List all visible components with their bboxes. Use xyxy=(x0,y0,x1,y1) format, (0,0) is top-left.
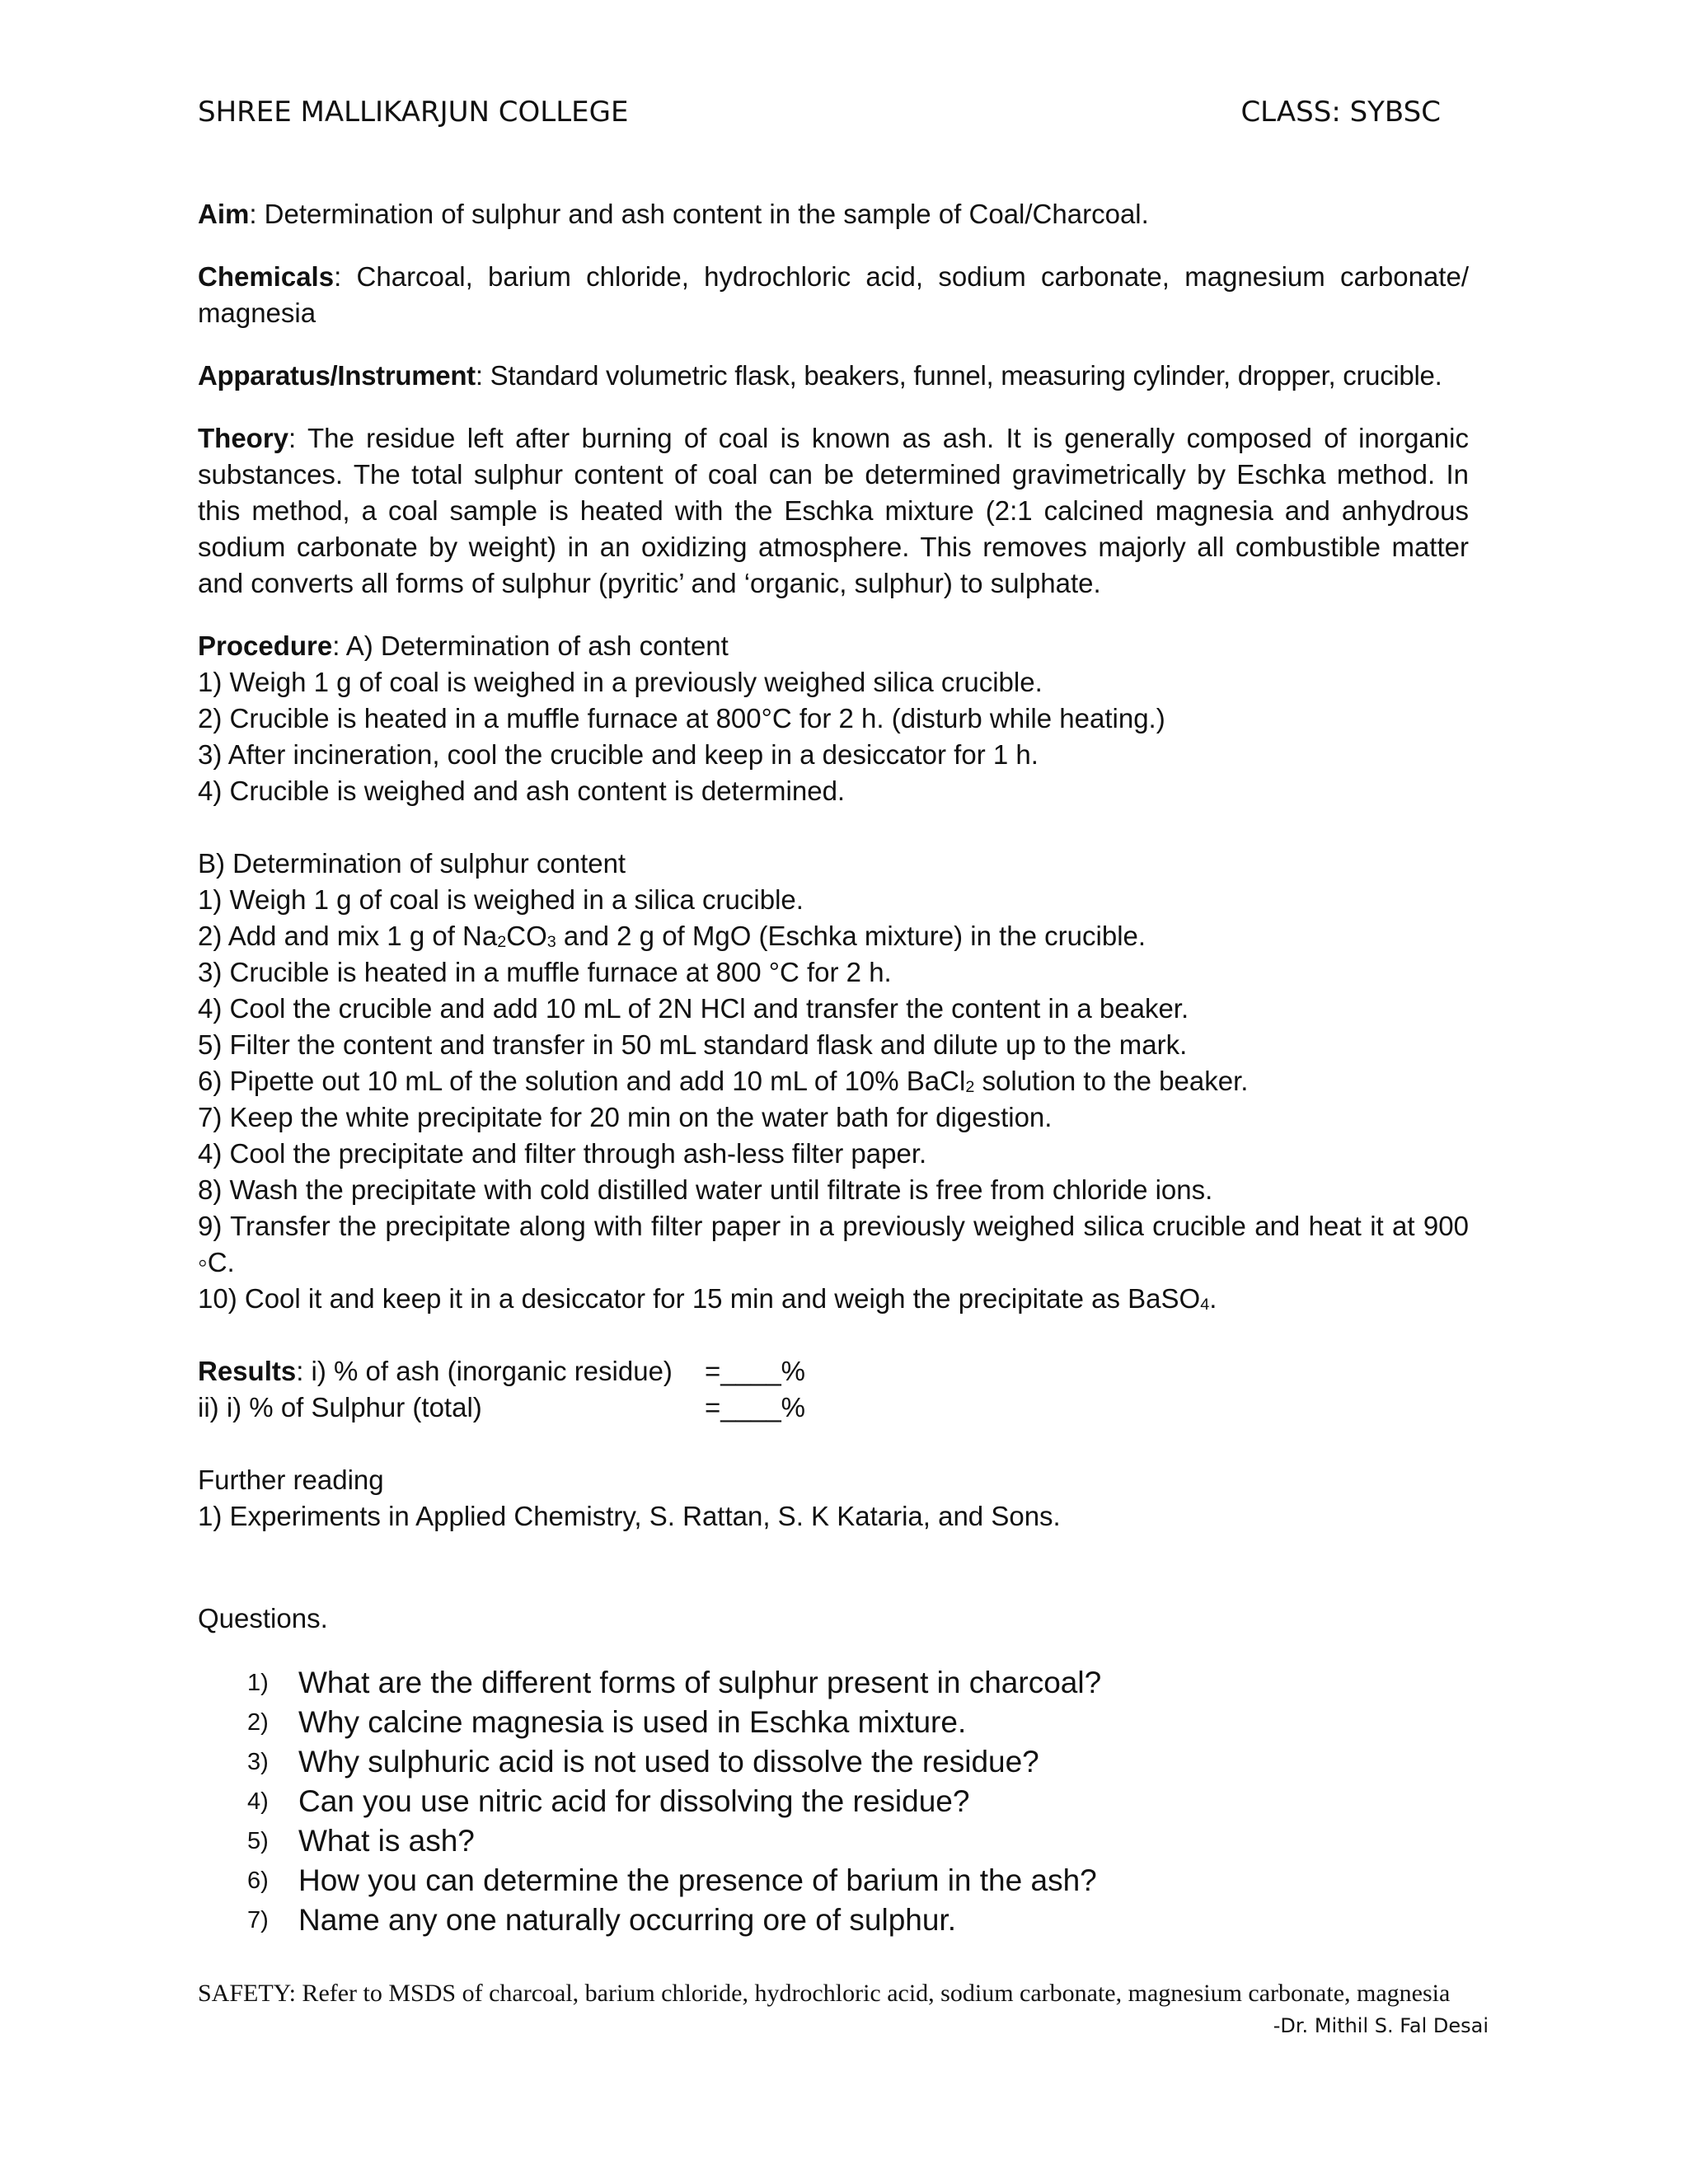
question-item xyxy=(247,1742,1484,1782)
question-number: 4) xyxy=(247,1788,269,1815)
step-text: 10) Cool it and keep it in a desiccator for 15 min and weigh the precipitate as BaSO xyxy=(198,1283,1201,1314)
procedure-b-step: 4) Cool the precipitate and filter through ash-less filter paper. xyxy=(198,1138,927,1169)
apparatus-label: Apparatus/Instrument xyxy=(198,360,476,391)
aim-label: Aim xyxy=(198,199,250,229)
question-number: 3) xyxy=(247,1749,269,1775)
procedure-a-step: 4) Crucible is weighed and ash content is determined. xyxy=(198,776,846,806)
procedure-b-step: 7) Keep the white precipitate for 20 min on the water bath for digestion. xyxy=(198,1102,1053,1132)
procedure-b-step xyxy=(198,1063,1469,1099)
question-text: Name any one naturally occurring ore of sulphur. xyxy=(298,1903,956,1937)
question-text: Why calcine magnesia is used in Eschka mixture. xyxy=(298,1705,967,1739)
question-item xyxy=(247,1861,1484,1900)
step-text: and 2 g of MgO (Eschka mixture) in the crucible. xyxy=(556,921,1146,951)
procedure-b-step: 3) Crucible is heated in a muffle furnace at 800 °C for 2 h. xyxy=(198,957,892,987)
question-text: Why sulphuric acid is not used to dissolve the residue? xyxy=(298,1745,1039,1779)
procedure-a-step: 3) After incineration, cool the crucible and keep in a desiccator for 1 h. xyxy=(198,739,1039,770)
procedure-b-step xyxy=(198,1281,1469,1317)
class-label: CLASS: SYBSC xyxy=(1240,96,1441,129)
safety-note: SAFETY: Refer to MSDS of charcoal, barium chloride, hydrochloric acid, sodium carbonate, magnesium carbonate, magnesia xyxy=(198,1980,1451,2007)
questions-title: Questions. xyxy=(198,1603,328,1633)
college-name: SHREE MALLIKARJUN COLLEGE xyxy=(198,96,629,129)
step-text: . xyxy=(1209,1283,1217,1314)
procedure-a-step: 1) Weigh 1 g of coal is weighed in a previously weighed silica crucible. xyxy=(198,667,1043,697)
question-number: 1) xyxy=(247,1670,269,1696)
step-text: 6) Pipette out 10 mL of the solution and add 10 mL of 10% BaCl xyxy=(198,1066,966,1096)
further-reading-item: 1) Experiments in Applied Chemistry, S. Rattan, S. K Kataria, and Sons. xyxy=(198,1501,1061,1531)
question-number: 2) xyxy=(247,1709,269,1736)
step-text: 2) Add and mix 1 g of Na xyxy=(198,921,498,951)
result-text: : i) % of ash (inorganic residue) xyxy=(296,1356,673,1386)
question-text: Can you use nitric acid for dissolving the residue? xyxy=(298,1784,970,1818)
procedure-b xyxy=(198,846,1469,1317)
procedure-label: Procedure xyxy=(198,630,333,661)
step-text: CO xyxy=(506,921,547,951)
results-section xyxy=(198,1353,1469,1426)
procedure-b-step: 9) Transfer the precipitate along with filter paper in a previously weighed silica crucible and heat it at 900 ◦C. xyxy=(198,1211,1469,1277)
question-number: 7) xyxy=(247,1907,269,1933)
procedure-heading xyxy=(198,628,1469,664)
step-text: solution to the beaker. xyxy=(974,1066,1249,1096)
chemicals-paragraph xyxy=(198,259,1469,331)
question-item xyxy=(247,1703,1484,1742)
result-value: =____% xyxy=(705,1392,806,1422)
result-row-sulphur xyxy=(198,1390,1469,1426)
chemicals-label: Chemicals xyxy=(198,261,335,292)
question-number: 6) xyxy=(247,1868,269,1894)
chemicals-text: : Charcoal, barium chloride, hydrochloric acid, sodium carbonate, magnesium carbonate/ magnesia xyxy=(198,261,1469,328)
procedure-b-step: 8) Wash the precipitate with cold distilled water until filtrate is free from chloride ions. xyxy=(198,1174,1213,1205)
procedure-a-title: : A) Determination of ash content xyxy=(332,630,729,661)
aim-paragraph xyxy=(198,196,1469,232)
author-signature: -Dr. Mithil S. Fal Desai xyxy=(1273,2014,1489,2037)
apparatus-text: : Standard volumetric flask, beakers, funnel, measuring cylinder, dropper, crucible. xyxy=(475,360,1442,391)
subscript: 2 xyxy=(965,1078,975,1096)
question-text: How you can determine the presence of barium in the ash? xyxy=(298,1863,1097,1897)
further-reading-section xyxy=(198,1462,1469,1535)
question-item xyxy=(247,1900,1484,1940)
result-label xyxy=(198,1353,705,1390)
apparatus-paragraph xyxy=(198,358,1469,394)
procedure-b-step: 5) Filter the content and transfer in 50 mL standard flask and dilute up to the mark. xyxy=(198,1029,1188,1060)
question-number: 5) xyxy=(247,1828,269,1854)
theory-paragraph xyxy=(198,420,1469,602)
result-value: =____% xyxy=(705,1356,806,1386)
procedure-b-step: 4) Cool the crucible and add 10 mL of 2N HCl and transfer the content in a beaker. xyxy=(198,993,1189,1024)
document-body xyxy=(198,196,1469,1637)
theory-label: Theory xyxy=(198,423,289,453)
aim-text: : Determination of sulphur and ash content in the sample of Coal/Charcoal. xyxy=(249,199,1149,229)
subscript: 3 xyxy=(546,933,556,951)
procedure-a xyxy=(198,628,1469,809)
subscript: 4 xyxy=(1200,1296,1210,1314)
procedure-a-step: 2) Crucible is heated in a muffle furnace at 800°C for 2 h. (disturb while heating.) xyxy=(198,703,1165,733)
question-item xyxy=(247,1663,1484,1703)
question-text: What are the different forms of sulphur present in charcoal? xyxy=(298,1666,1102,1699)
procedure-b-step xyxy=(198,918,1469,954)
subscript: 2 xyxy=(497,933,507,951)
result-row-ash xyxy=(198,1353,1469,1390)
further-reading-title: Further reading xyxy=(198,1465,384,1495)
questions-list xyxy=(247,1663,1484,1940)
question-item xyxy=(247,1782,1484,1821)
procedure-b-title: B) Determination of sulphur content xyxy=(198,848,626,879)
procedure-b-step: 1) Weigh 1 g of coal is weighed in a silica crucible. xyxy=(198,884,804,915)
result-label: ii) i) % of Sulphur (total) xyxy=(198,1392,482,1422)
theory-text: : The residue left after burning of coal is known as ash. It is generally composed of inorganic substances. The total sulphur content of coal can be determined gravimetrically by Eschka method. In this method, a coal sample is heated with the Eschka mixture (2:1 calcined magnesia and anhydrous sodium carbonate by weight) in an oxidizing atmosphere. This removes majorly all combustible matter and converts all forms of sulphur (pyritic’ and ‘organic, sulphur) to sulphate. xyxy=(198,423,1469,598)
results-label: Results xyxy=(198,1356,297,1386)
question-text: What is ash? xyxy=(298,1824,475,1858)
question-item xyxy=(247,1821,1484,1861)
